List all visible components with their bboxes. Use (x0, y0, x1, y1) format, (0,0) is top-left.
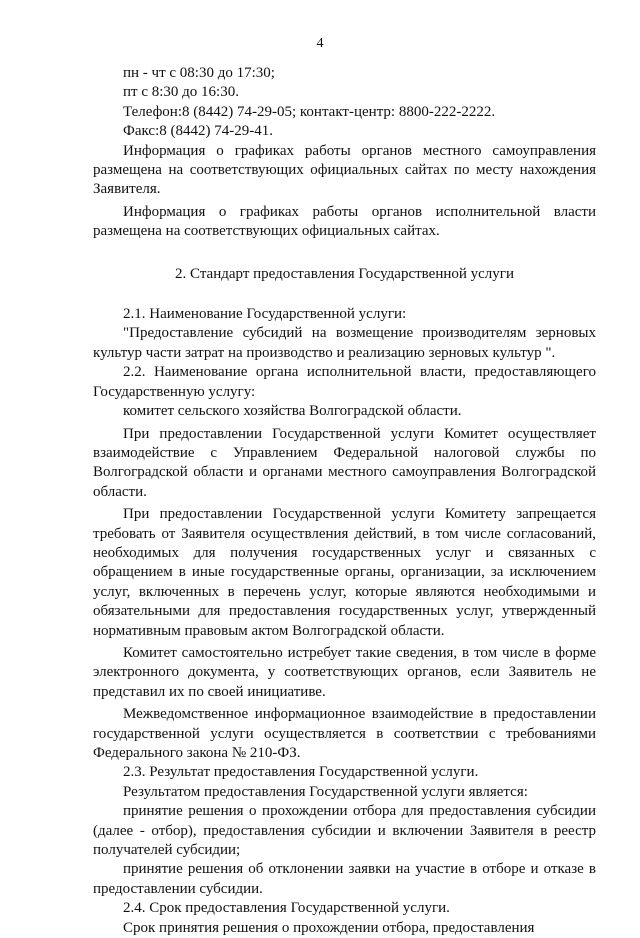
paragraph-interaction: При предоставлении Государственной услуги Комитет осуществляет взаимодействие с Управлением Федеральной налоговой службы по Волгоградской области и органами местного самоуправления Волгоградской области. (93, 425, 596, 500)
paragraph-service-name-title: 2.1. Наименование Государственной услуги: (123, 306, 407, 323)
paragraph-service-name: "Предоставление субсидий на возмещение производителям зерновых культур части затрат на производство и реализацию зерновых культур ". (93, 325, 596, 361)
contact-hours-fri: пт с 8:30 до 16:30. (123, 84, 239, 101)
contact-phone: Телефон:8 (8442) 74-29-05; контакт-центр: 8800-222-2222. (123, 103, 496, 120)
document-body (93, 64, 596, 938)
paragraph-prohibition: При предоставлении Государственной услуги Комитету запрещается требовать от Заявителя осуществления действий, в том числе согласований, необходимых для получения государственных услуг и связанных с обращением в иные государственные органы, организации, за исключением услуг, включенных в перечень услуг, которые являются необходимыми и обязательными для предоставления государственных услуг, утвержденный нормативным правовым актом Волгоградской области. (93, 506, 596, 639)
paragraph-result-title: 2.3. Результат предоставления Государственной услуги. (123, 764, 479, 781)
paragraph-local-schedules: Информация о графиках работы органов местного самоуправления размещена на соответствующих официальных сайтах по месту нахождения Заявителя. (93, 142, 596, 198)
paragraph-authority-title: 2.2. Наименование органа исполнительной власти, предоставляющего Государственную услугу: (93, 364, 596, 400)
paragraph-result-approval: принятие решения о прохождении отбора для предоставления субсидии (далее - отбор), предоставления субсидии и включении Заявителя в реестр получателей субсидии; (93, 803, 596, 859)
paragraph-self-request: Комитет самостоятельно истребует такие сведения, в том числе в форме электронного документа, у соответствующих органов, если Заявитель не представил их по своей инициативе. (93, 644, 596, 700)
paragraph-executive-schedules: Информация о графиках работы органов исполнительной власти размещена на соответствующих официальных сайтах. (93, 203, 596, 240)
paragraph-result-intro: Результатом предоставления Государственной услуги является: (123, 783, 528, 800)
paragraph-result-rejection: принятие решения об отклонении заявки на участие в отборе и отказе в предоставлении субсидии. (93, 861, 596, 897)
paragraph-interagency: Межведомственное информационное взаимодействие в предоставлении государственной услуги осуществляется в соответствии с требованиями Федерального закона № 210-ФЗ. (93, 706, 596, 761)
paragraph-term-text: Срок принятия решения о прохождении отбора, предоставления (123, 919, 535, 936)
contact-fax: Факс:8 (8442) 74-29-41. (123, 123, 273, 140)
section-heading: 2. Стандарт предоставления Государственной услуги (175, 265, 514, 282)
paragraph-authority-name: комитет сельского хозяйства Волгоградской области. (123, 403, 462, 420)
page-number: 4 (316, 36, 324, 51)
contact-hours-mon-thu: пн - чт с 08:30 до 17:30; (123, 65, 275, 81)
paragraph-term-title: 2.4. Срок предоставления Государственной услуги. (123, 900, 450, 917)
